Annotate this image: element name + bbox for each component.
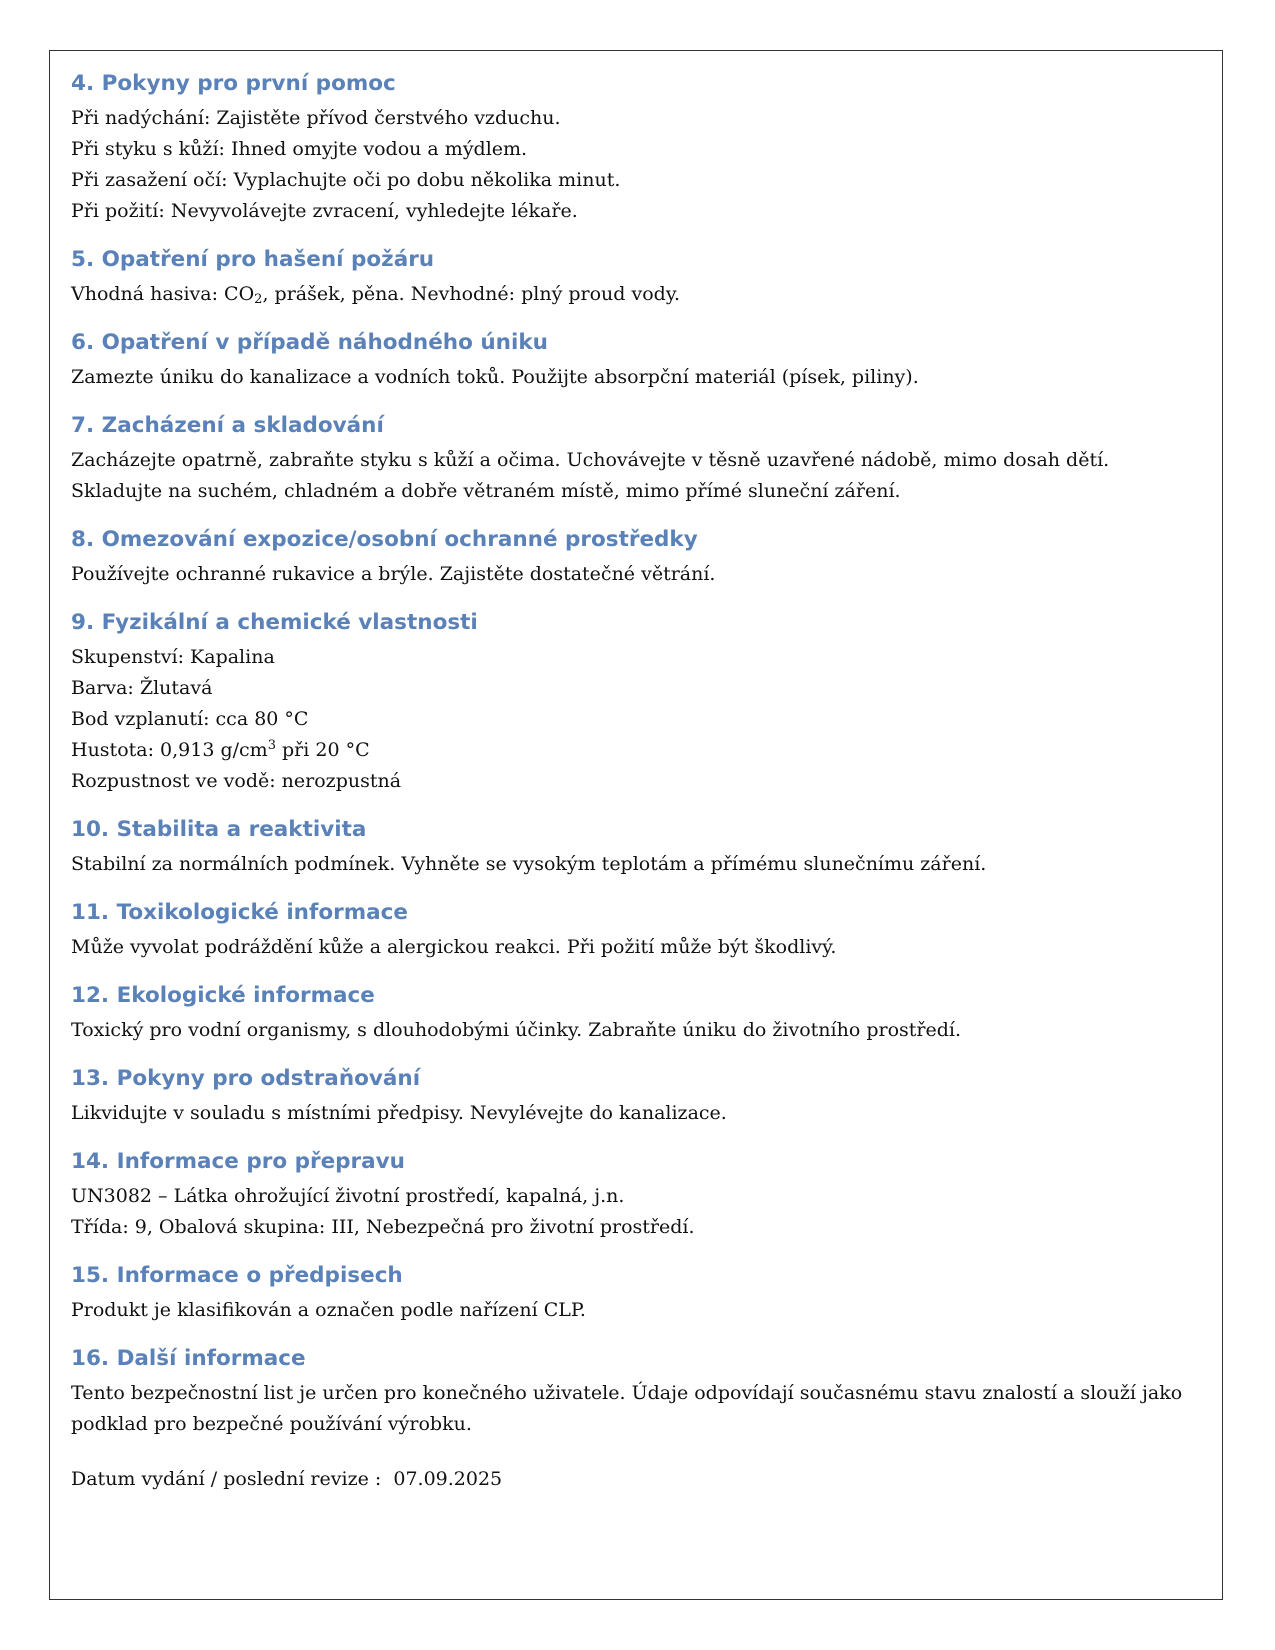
- section-title: 7. Zacházení a skladování: [71, 413, 384, 438]
- section-stability: [71, 815, 1202, 880]
- text-line: Produkt je klasifikován a označen podle nařízení CLP.: [71, 1299, 586, 1321]
- section-disposal: [71, 1064, 1202, 1129]
- text-line: Při styku s kůží: Ihned omyjte vodou a mýdlem.: [71, 138, 528, 160]
- section-title: 11. Toxikologické informace: [71, 900, 408, 925]
- section-title: 8. Omezování expozice/osobní ochranné prostředky: [71, 527, 698, 552]
- superscript: 3: [267, 738, 276, 753]
- section-title: 6. Opatření v případě náhodného úniku: [71, 330, 548, 355]
- section-title: 12. Ekologické informace: [71, 983, 375, 1008]
- text-line: podklad pro bezpečné používání výrobku.: [71, 1413, 472, 1435]
- text-fragment: při 20 °C: [275, 739, 370, 761]
- section-title: 9. Fyzikální a chemické vlastnosti: [71, 610, 478, 635]
- text-line: Toxický pro vodní organismy, s dlouhodobými účinky. Zabraňte úniku do životního prostředí.: [71, 1019, 961, 1041]
- revision-date: [71, 1464, 1202, 1495]
- section-handling-storage: [71, 411, 1202, 507]
- text-line: Skupenství: Kapalina: [71, 646, 275, 668]
- section-first-aid: [71, 69, 1202, 227]
- text-line: [71, 735, 1202, 766]
- text-fragment: Hustota: 0,913 g/cm: [71, 739, 268, 761]
- text-line: Při nadýchání: Zajistěte přívod čerstvého vzduchu.: [71, 107, 561, 129]
- section-firefighting: [71, 245, 1202, 310]
- text-line: Barva: Žlutavá: [71, 677, 213, 699]
- text-line: Při zasažení očí: Vyplachujte oči po dobu několika minut.: [71, 169, 621, 191]
- text-line: Může vyvolat podráždění kůže a alergickou reakci. Při požití může být škodlivý.: [71, 936, 837, 958]
- section-title: 5. Opatření pro hašení požáru: [71, 247, 435, 272]
- section-title: 14. Informace pro přepravu: [71, 1149, 405, 1174]
- text-line: Zamezte úniku do kanalizace a vodních toků. Použijte absorpční materiál (písek, piliny).: [71, 366, 919, 388]
- section-regulatory: [71, 1261, 1202, 1326]
- section-title: 16. Další informace: [71, 1346, 306, 1371]
- document-frame: [49, 50, 1223, 1600]
- subscript: 2: [254, 292, 263, 307]
- section-title: 10. Stabilita a reaktivita: [71, 817, 367, 842]
- text-line: Bod vzplanutí: cca 80 °C: [71, 708, 309, 730]
- text-line: Skladujte na suchém, chladném a dobře větraném místě, mimo přímé sluneční záření.: [71, 480, 901, 502]
- revision-date-value: 07.09.2025: [393, 1468, 503, 1490]
- section-toxicology: [71, 898, 1202, 963]
- text-line: Likvidujte v souladu s místními předpisy. Nevylévejte do kanalizace.: [71, 1102, 727, 1124]
- text-line: Rozpustnost ve vodě: nerozpustná: [71, 770, 402, 792]
- section-transport: [71, 1147, 1202, 1243]
- text-line: Používejte ochranné rukavice a brýle. Zajistěte dostatečné větrání.: [71, 563, 716, 585]
- text-line: UN3082 – Látka ohrožující životní prostředí, kapalná, j.n.: [71, 1185, 625, 1207]
- text-line: Zacházejte opatrně, zabraňte styku s kůží a očima. Uchovávejte v těsně uzavřené nádobě, mimo dosah dětí.: [71, 449, 1110, 471]
- section-title: 4. Pokyny pro první pomoc: [71, 71, 396, 96]
- text-fragment: Vhodná hasiva: CO: [71, 283, 255, 305]
- text-line: [71, 279, 1202, 310]
- section-accidental-release: [71, 328, 1202, 393]
- text-line: Tento bezpečnostní list je určen pro konečného uživatele. Údaje odpovídají současnému stavu znalostí a slouží jako: [71, 1382, 1183, 1404]
- section-ecology: [71, 981, 1202, 1046]
- section-title: 13. Pokyny pro odstraňování: [71, 1066, 421, 1091]
- text-line: Při požití: Nevyvolávejte zvracení, vyhledejte lékaře.: [71, 200, 578, 222]
- text-line: Třída: 9, Obalová skupina: III, Nebezpečná pro životní prostředí.: [71, 1216, 695, 1238]
- text-line: Stabilní za normálních podmínek. Vyhněte se vysokým teplotám a přímému slunečnímu záření.: [71, 853, 987, 875]
- section-physical-chemical: [71, 608, 1202, 797]
- revision-date-label: Datum vydání / poslední revize :: [71, 1468, 382, 1490]
- section-title: 15. Informace o předpisech: [71, 1263, 403, 1288]
- text-fragment: , prášek, pěna. Nevhodné: plný proud vody.: [262, 283, 681, 305]
- section-exposure-controls: [71, 525, 1202, 590]
- section-other-info: [71, 1344, 1202, 1440]
